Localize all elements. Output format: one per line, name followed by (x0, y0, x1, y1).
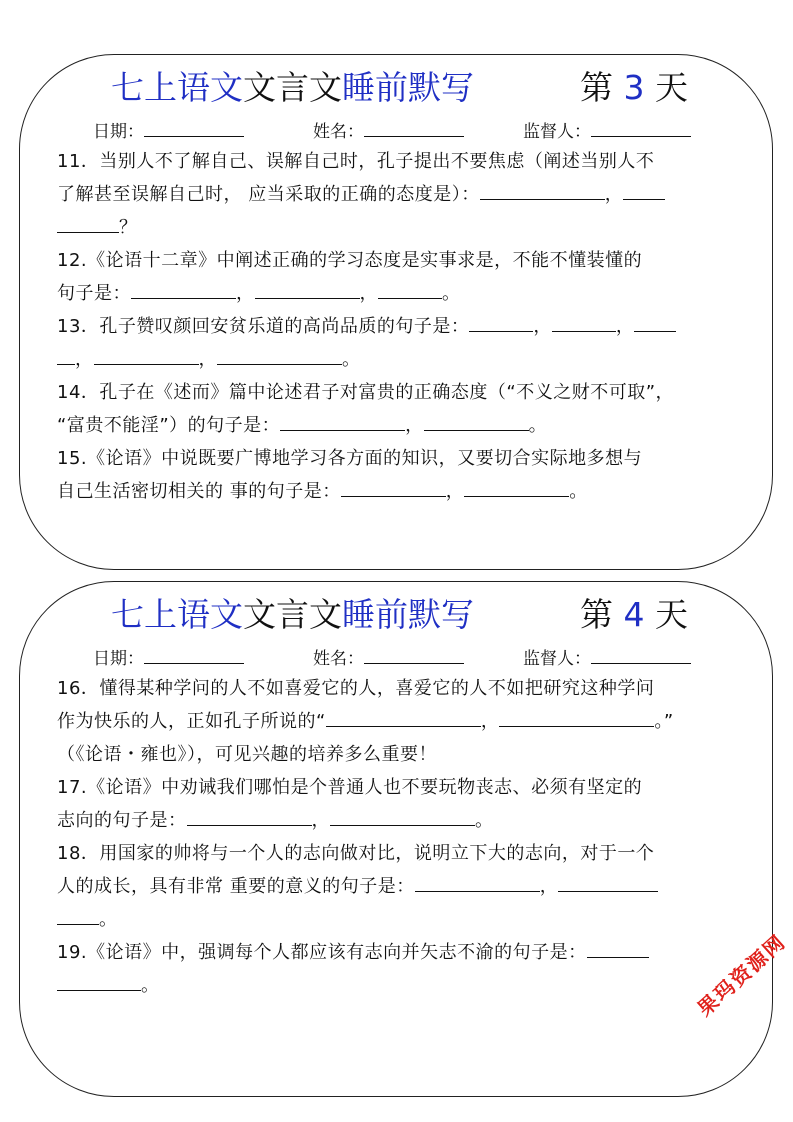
answer-blank[interactable] (587, 939, 649, 958)
question-17: 17.《论语》中劝诫我们哪怕是个普通人也不要玩物丧志、必须有坚定的 (57, 777, 643, 798)
answer-blank[interactable] (187, 807, 312, 826)
question-11: 11．当别人不了解自己、误解自己时，孔子提出不要焦虑（阐述当别人不 (57, 151, 655, 172)
answer-blank[interactable] (330, 807, 475, 826)
answer-blank[interactable] (217, 346, 342, 365)
title-genre: 文言文 (243, 595, 342, 634)
title-subject: 七上语文 (111, 68, 243, 107)
answer-blank[interactable] (469, 313, 533, 332)
date-field[interactable]: 日期： (93, 118, 244, 144)
answer-blank[interactable] (57, 214, 119, 233)
answer-blank[interactable] (424, 412, 529, 431)
card-title (20, 63, 772, 113)
answer-blank[interactable] (558, 873, 658, 892)
answer-blank[interactable] (378, 280, 442, 299)
day-label: 第 3 天 (580, 68, 688, 107)
name-field[interactable]: 姓名： (313, 645, 464, 671)
answer-blank[interactable] (480, 181, 605, 200)
date-field[interactable]: 日期： (93, 645, 244, 671)
answer-blank[interactable] (341, 478, 446, 497)
day-label: 第 4 天 (580, 595, 688, 634)
answer-blank[interactable] (552, 313, 616, 332)
question-list: 16．懂得某种学问的人不如喜爱它的人，喜爱它的人不如把研究这种学问 作为快乐的人，正如孔子所说的“ ， 。” （《论语・雍也》），可见兴趣的培养多么重要！ 17.《论语》中劝诫我们哪怕是个普通人也不要玩物丧志、必须有坚定的 志向的句子是： ， 。 18．用国家的帅将与一个人的志向做对比，说明立下大的志向，对于一个 人的成长，具有非常 重要的意义的句子是： ， 。 19.《论语》中，强调每个人都应该有志向并矢志不渝的句子是： 。 (57, 672, 741, 1002)
answer-blank[interactable] (255, 280, 360, 299)
question-18: 18．用国家的帅将与一个人的志向做对比，说明立下大的志向，对于一个 (57, 843, 655, 864)
title-mode: 睡前默写 (342, 595, 474, 634)
dictation-card-day-4 (19, 581, 773, 1097)
question-list: 11．当别人不了解自己、误解自己时，孔子提出不要焦虑（阐述当别人不 了解甚至误解自己时， 应当采取的正确的态度是）： ， ？ 12.《论语十二章》中阐述正确的学习态度是实事求是，不能不懂装懂的 句子是： ， ， 。 13．孔子赞叹颜回安贫乐道的高尚品质的句子是： ， ， ， ， 。 14．孔子在《述而》篇中论述君子对富贵的正确态度（“不义之财不可取”， “富贵不能淫”）的句子是： ， 。 15.《论语》中说既要广博地学习各方面的知识，又要切合实际地多想与 自己生活密切相关的 事的句子是： ， 。 (57, 145, 741, 508)
answer-blank[interactable] (499, 708, 654, 727)
answer-blank[interactable] (131, 280, 236, 299)
name-field[interactable]: 姓名： (313, 118, 464, 144)
answer-blank[interactable] (280, 412, 405, 431)
question-19: 19.《论语》中，强调每个人都应该有志向并矢志不渝的句子是： (57, 936, 741, 969)
day-number: 4 (623, 595, 645, 634)
answer-blank[interactable] (634, 313, 676, 332)
answer-blank[interactable] (623, 181, 665, 200)
answer-blank[interactable] (57, 346, 75, 365)
answer-blank[interactable] (326, 708, 481, 727)
supervisor-field[interactable]: 监督人： (523, 118, 691, 144)
question-16: 16．懂得某种学问的人不如喜爱它的人，喜爱它的人不如把研究这种学问 (57, 678, 655, 699)
card-title (20, 590, 772, 640)
question-12: 12.《论语十二章》中阐述正确的学习态度是实事求是，不能不懂装懂的 (57, 250, 643, 271)
question-14: 14．孔子在《述而》篇中论述君子对富贵的正确态度（“不义之财不可取”， (57, 382, 675, 403)
supervisor-field[interactable]: 监督人： (523, 645, 691, 671)
answer-blank[interactable] (94, 346, 199, 365)
title-mode: 睡前默写 (342, 68, 474, 107)
title-subject: 七上语文 (111, 595, 243, 634)
watermark-stamp: 果玛资源网 (692, 929, 791, 1021)
question-13: 13．孔子赞叹颜回安贫乐道的高尚品质的句子是： ， ， (57, 310, 741, 343)
title-genre: 文言文 (243, 68, 342, 107)
answer-blank[interactable] (464, 478, 569, 497)
day-number: 3 (623, 68, 645, 107)
answer-blank[interactable] (57, 906, 99, 925)
answer-blank[interactable] (57, 972, 141, 991)
info-row (20, 645, 772, 669)
question-15: 15.《论语》中说既要广博地学习各方面的知识，又要切合实际地多想与 (57, 448, 643, 469)
info-row (20, 118, 772, 142)
answer-blank[interactable] (415, 873, 540, 892)
dictation-card-day-3 (19, 54, 773, 570)
